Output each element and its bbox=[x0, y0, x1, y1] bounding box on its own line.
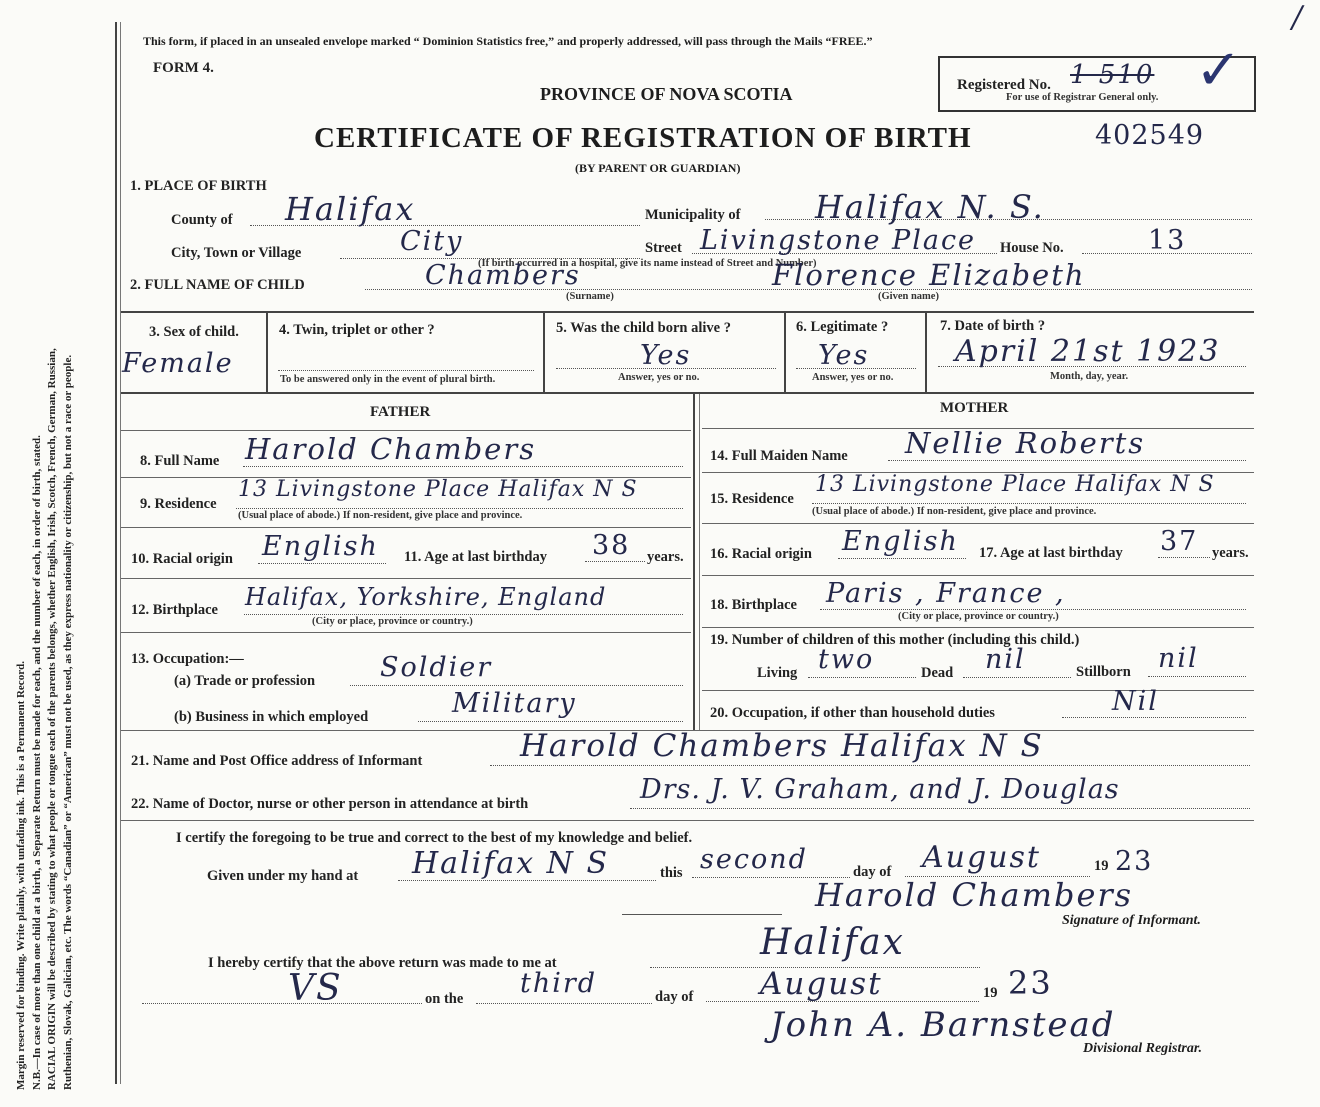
mailing-notice: This form, if placed in an unsealed envelope marked “ Dominion Statistics free,” and properly addressed, will pass through the Mails “FREE.” bbox=[143, 34, 873, 48]
living-label: Living bbox=[757, 665, 798, 681]
sex-label: 3. Sex of child. bbox=[149, 324, 239, 340]
certify-statement: I certify the foregoing to be true and correct to the best of my knowledge and belief. bbox=[176, 830, 693, 846]
city-label: City, Town or Village bbox=[171, 245, 302, 261]
father-name-label: 8. Full Name bbox=[140, 453, 220, 469]
registrar-day-value: third bbox=[520, 968, 598, 999]
certificate-number: 402549 bbox=[1095, 120, 1205, 151]
registered-label: Registered No. bbox=[957, 77, 1051, 93]
registered-value: 1 510 bbox=[1070, 60, 1155, 90]
informant-signature-caption: Signature of Informant. bbox=[1062, 913, 1201, 928]
doctor-label: 22. Name of Doctor, nurse or other person in attendance at birth bbox=[131, 796, 529, 812]
surname-caption: (Surname) bbox=[566, 291, 614, 302]
legitimate-value: Yes bbox=[818, 340, 870, 371]
registrar-day-of-label: day of bbox=[655, 989, 694, 1005]
margin-rule bbox=[115, 22, 117, 1084]
father-birthplace-label: 12. Birthplace bbox=[131, 602, 218, 618]
municipality-value: Halifax N. S. bbox=[815, 188, 1045, 226]
registrar-signature: John A. Barnstead bbox=[770, 1005, 1116, 1045]
twin-label: 4. Twin, triplet or other ? bbox=[279, 322, 435, 338]
mother-heading: MOTHER bbox=[940, 400, 1009, 416]
county-label: County of bbox=[171, 212, 233, 228]
county-value: Halifax bbox=[285, 190, 416, 228]
dead-value: nil bbox=[985, 644, 1026, 675]
father-race-label: 10. Racial origin bbox=[131, 551, 233, 567]
dob-value: April 21st 1923 bbox=[955, 334, 1221, 369]
margin-note: Margin reserved for binding. Write plainly, with unfading ink. This is a Permanent Record. bbox=[15, 661, 27, 1090]
hospital-note: (If birth occurred in a hospital, give its name instead of Street and Number) bbox=[478, 258, 817, 269]
mother-occupation-label: 20. Occupation, if other than household duties bbox=[710, 705, 995, 721]
registrar-number-value: VS bbox=[288, 968, 343, 1009]
given-caption: (Given name) bbox=[878, 291, 939, 302]
mother-occupation-value: Nil bbox=[1112, 686, 1159, 717]
mother-residence-label: 15. Residence bbox=[710, 491, 794, 507]
form-number: FORM 4. bbox=[153, 60, 214, 76]
mother-race-value: English bbox=[842, 526, 959, 557]
father-race-value: English bbox=[262, 531, 379, 562]
business-label: (b) Business in which employed bbox=[174, 709, 369, 725]
street-value: Livingstone Place bbox=[700, 225, 977, 256]
margin-note: RACIAL ORIGIN will be described by stating to what people or tongue each of the parents belongs, whether English, Irish, Scotch, French, German, Russian, bbox=[46, 348, 59, 1090]
mother-birthplace-caption: (City or place, province or country.) bbox=[898, 611, 1059, 622]
mother-age-label: 17. Age at last birthday bbox=[979, 545, 1123, 561]
check-mark-icon: ✓ bbox=[1195, 38, 1242, 103]
given-place-value: Halifax N S bbox=[412, 846, 610, 881]
doctor-value: Drs. J. V. Graham, and J. Douglas bbox=[640, 774, 1120, 805]
alive-label: 5. Was the child born alive ? bbox=[556, 320, 731, 336]
father-heading: FATHER bbox=[370, 404, 431, 420]
house-label: House No. bbox=[1000, 240, 1064, 256]
given-label: Given under my hand at bbox=[207, 868, 359, 884]
sex-value: Female bbox=[122, 348, 234, 379]
margin-note: N.B.—In case of more than one child at a birth, a Separate Return must be made for each, and the number of each, in order of birth, stated. bbox=[30, 435, 43, 1090]
mother-residence-caption: (Usual place of abode.) If non-resident, give place and province. bbox=[812, 506, 1097, 517]
registrar-year-value: 23 bbox=[1008, 964, 1053, 1002]
mother-race-label: 16. Racial origin bbox=[710, 546, 812, 562]
mother-name-value: Nellie Roberts bbox=[905, 426, 1146, 460]
province-heading: PROVINCE OF NOVA SCOTIA bbox=[540, 84, 793, 104]
registrar-signature-caption: Divisional Registrar. bbox=[1083, 1041, 1203, 1056]
given-month-value: August bbox=[922, 840, 1041, 875]
twin-note: To be answered only in the event of plural birth. bbox=[280, 374, 496, 385]
informant-label: 21. Name and Post Office address of Informant bbox=[131, 753, 423, 769]
father-birthplace-value: Halifax, Yorkshire, England bbox=[245, 583, 607, 611]
on-the-label: on the bbox=[425, 991, 464, 1007]
page-subtitle: (BY PARENT OR GUARDIAN) bbox=[575, 161, 741, 175]
given-day-value: second bbox=[700, 844, 808, 875]
father-birthplace-caption: (City or place, province or country.) bbox=[312, 616, 473, 627]
father-years: years. bbox=[647, 549, 684, 565]
margin-notes bbox=[14, 10, 76, 1090]
house-value: 13 bbox=[1148, 225, 1187, 256]
mother-age-value: 37 bbox=[1160, 526, 1199, 557]
registrar-month-value: August bbox=[760, 966, 883, 1002]
alive-caption: Answer, yes or no. bbox=[618, 372, 700, 383]
father-residence-caption: (Usual place of abode.) If non-resident, give place and province. bbox=[238, 510, 523, 521]
margin-rule-inner bbox=[120, 22, 121, 1084]
father-age-value: 38 bbox=[592, 530, 631, 561]
alive-value: Yes bbox=[640, 340, 692, 371]
mother-residence-value: 13 Livingstone Place Halifax N S bbox=[815, 472, 1215, 497]
informant-signature: Harold Chambers bbox=[815, 876, 1134, 914]
dob-label: 7. Date of birth ? bbox=[940, 318, 1046, 334]
child-name-label: 2. FULL NAME OF CHILD bbox=[130, 277, 305, 293]
father-occupation-label: 13. Occupation:— bbox=[131, 651, 244, 667]
father-residence-label: 9. Residence bbox=[140, 496, 217, 512]
city-value: City bbox=[400, 226, 464, 257]
father-name-value: Harold Chambers bbox=[245, 432, 537, 466]
child-surname-value: Chambers bbox=[425, 260, 581, 291]
stillborn-value: nil bbox=[1158, 643, 1199, 674]
dead-label: Dead bbox=[921, 665, 954, 681]
legitimate-caption: Answer, yes or no. bbox=[812, 372, 894, 383]
this-label: this bbox=[660, 865, 683, 881]
mother-years: years. bbox=[1212, 545, 1249, 561]
given-day-of-label: day of bbox=[853, 864, 892, 880]
street-label: Street bbox=[645, 240, 682, 256]
living-value: two bbox=[818, 644, 875, 675]
mother-name-label: 14. Full Maiden Name bbox=[710, 448, 848, 464]
registrar-statement: I hereby certify that the above return was made to me at bbox=[208, 955, 557, 971]
registrar-place-value: Halifax bbox=[760, 922, 905, 963]
mother-birthplace-label: 18. Birthplace bbox=[710, 597, 797, 613]
margin-note: Ruthenian, Slovak, Galician, etc. The words “Canadian” or “American” must not be used, as they express nationality or citizenship, but not a race or people. bbox=[61, 354, 74, 1090]
trade-value: Soldier bbox=[380, 652, 493, 683]
legitimate-label: 6. Legitimate ? bbox=[796, 319, 889, 335]
children-label: 19. Number of children of this mother (including this child.) bbox=[710, 632, 1080, 648]
registrar-note: For use of Registrar General only. bbox=[1006, 92, 1159, 103]
given-year-value: 23 bbox=[1115, 846, 1154, 877]
dob-caption: Month, day, year. bbox=[1050, 371, 1129, 382]
mother-birthplace-value: Paris , France , bbox=[826, 578, 1066, 609]
child-given-value: Florence Elizabeth bbox=[772, 258, 1086, 292]
place-of-birth-label: 1. PLACE OF BIRTH bbox=[130, 178, 267, 194]
page-title: CERTIFICATE OF REGISTRATION OF BIRTH bbox=[314, 122, 972, 154]
business-value: Military bbox=[452, 688, 577, 719]
given-year-prefix: 19 bbox=[1094, 858, 1109, 874]
stillborn-label: Stillborn bbox=[1076, 664, 1131, 680]
municipality-label: Municipality of bbox=[645, 207, 741, 223]
informant-value: Harold Chambers Halifax N S bbox=[520, 728, 1044, 764]
father-residence-value: 13 Livingstone Place Halifax N S bbox=[238, 477, 638, 502]
registrar-year-prefix: 19 bbox=[983, 985, 998, 1001]
trade-label: (a) Trade or profession bbox=[174, 673, 316, 689]
father-age-label: 11. Age at last birthday bbox=[404, 549, 547, 565]
corner-mark: / bbox=[1292, 0, 1305, 35]
